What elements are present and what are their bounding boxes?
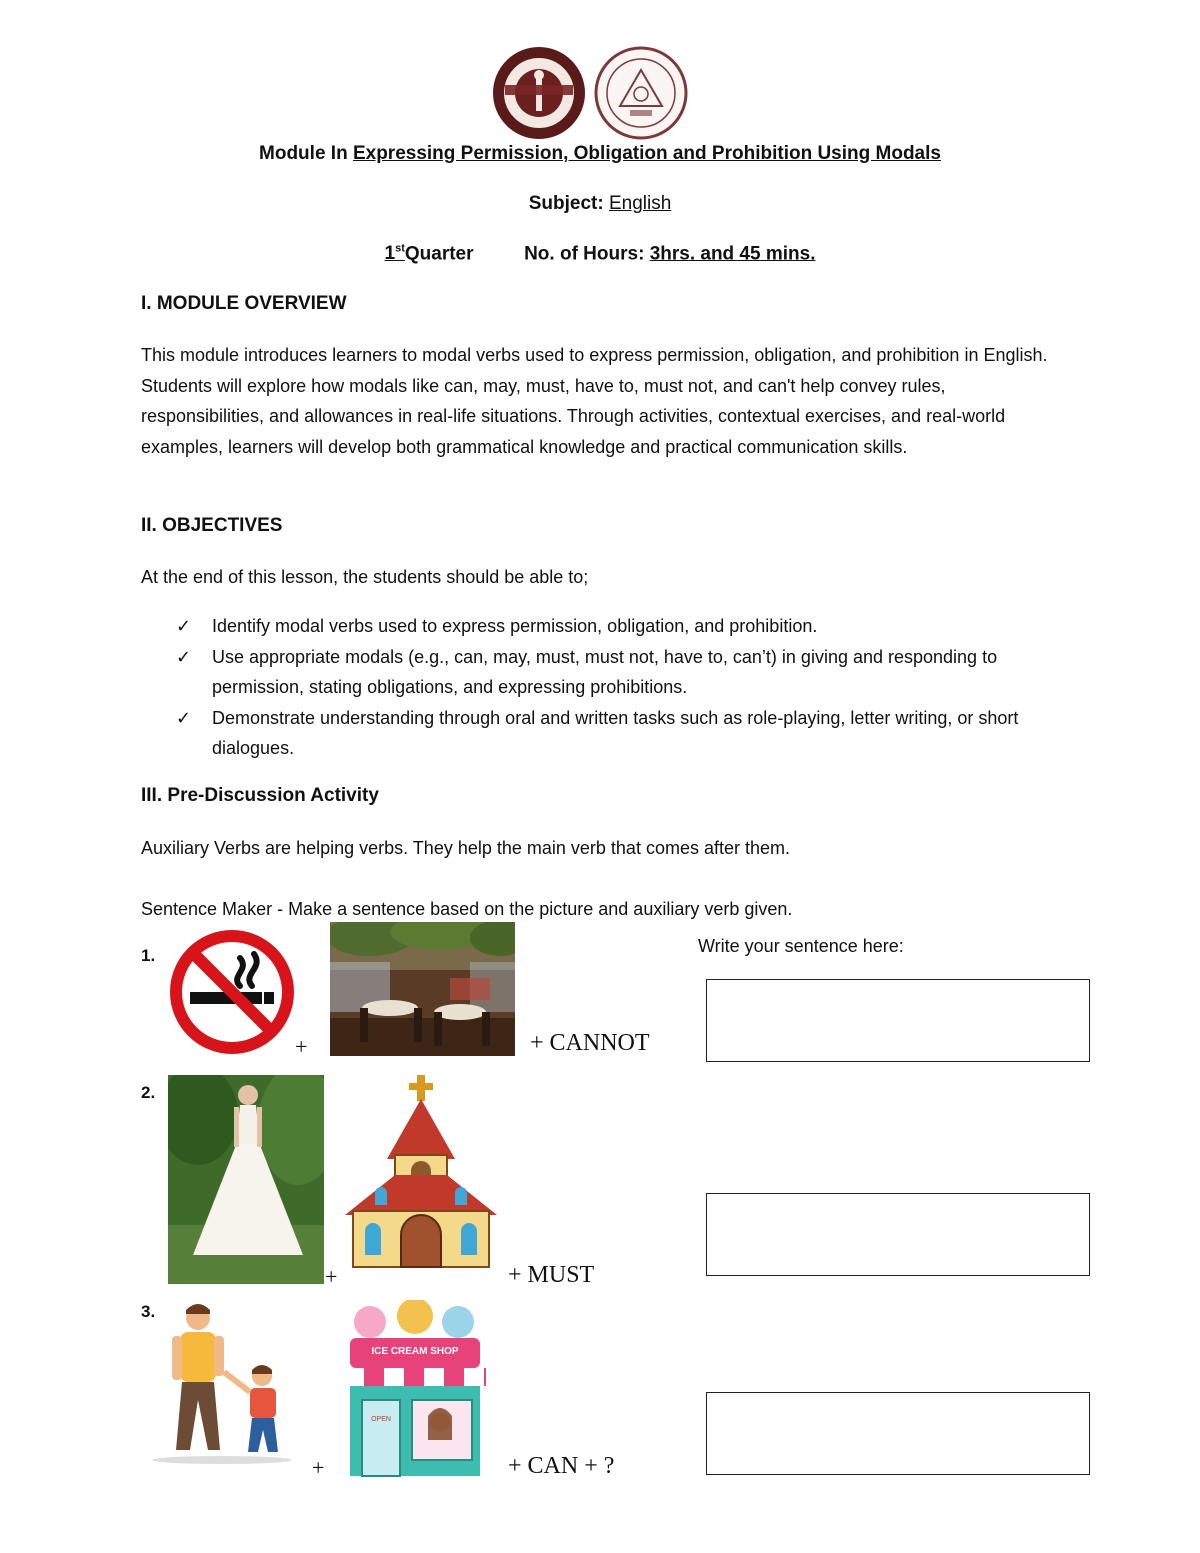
school-seal-right: [594, 46, 688, 140]
subject-line: [0, 193, 1200, 215]
no-smoking-icon: [168, 928, 296, 1056]
ice-cream-shop-icon: [340, 1300, 490, 1480]
write-label: Write your sentence here:: [698, 936, 904, 956]
wedding-dress-photo: [168, 1075, 324, 1284]
hours-label: No. of Hours:: [524, 243, 645, 265]
objectives-heading: II. OBJECTIVES: [141, 515, 283, 536]
quarter-label: Quarter: [404, 243, 474, 265]
checkmark-icon: ✓: [176, 646, 192, 667]
checkmark-icon: ✓: [176, 616, 192, 636]
item-number: 3.: [141, 1302, 156, 1321]
module-title: [0, 143, 1200, 165]
father-and-son-icon: [150, 1300, 295, 1465]
church-icon: [345, 1075, 497, 1270]
modal-label: + CAN + ?: [508, 1453, 615, 1479]
answer-box-1[interactable]: [706, 979, 1090, 1062]
modal-label: + CANNOT: [530, 1030, 650, 1056]
subject-label: Subject:: [528, 193, 604, 214]
title-prefix: Module In: [259, 143, 353, 164]
shop-door-sign: OPEN: [371, 1416, 391, 1423]
list-item: ✓ Demonstrate understanding through oral and written tasks such as role-playing, letter writing, or short dialogues.: [176, 703, 1066, 764]
activity-instruction: Sentence Maker - Make a sentence based on the picture and auxiliary verb given.: [141, 899, 793, 919]
plus-sign: +: [312, 1455, 325, 1480]
modal-label: + MUST: [508, 1262, 595, 1288]
auxiliary-note: Auxiliary Verbs are helping verbs. They help the main verb that comes after them.: [141, 838, 790, 858]
overview-text: This module introduces learners to modal verbs used to express permission, obligation, and prohibition in English. Students will explore how modals like can, may, must, have to, must not, and can't help convey rules, responsibilities, and allowances in real-life situations. Through activities, contextual exercises, and real-world examples, learners will develop both grammatical knowledge and practical communication skills.: [141, 345, 1048, 457]
answer-box-2[interactable]: [706, 1193, 1090, 1276]
item-number: 2.: [141, 1083, 156, 1102]
subject-value: English: [608, 193, 672, 214]
item-number: 1.: [141, 946, 156, 965]
objectives-intro: At the end of this lesson, the students should be able to;: [141, 567, 589, 587]
quarter-line: [0, 243, 1200, 265]
list-item: ✓ Identify modal verbs used to express permission, obligation, and prohibition.: [176, 611, 1066, 642]
pre-discussion-heading: III. Pre-Discussion Activity: [141, 785, 379, 806]
plus-sign: +: [295, 1034, 308, 1059]
objectives-list: [176, 611, 1066, 764]
quarter-number: 1st: [384, 243, 405, 265]
hours-value: 3hrs. and 45 mins.: [649, 243, 816, 265]
answer-box-3[interactable]: [706, 1392, 1090, 1475]
restaurant-photo: [330, 922, 515, 1056]
school-seal-left: [491, 45, 587, 141]
title-topic: Expressing Permission, Obligation and Prohibition Using Modals: [352, 143, 941, 164]
plus-sign: +: [325, 1264, 338, 1289]
shop-sign: ICE CREAM SHOP: [371, 1346, 459, 1357]
overview-heading: I. MODULE OVERVIEW: [141, 293, 347, 314]
checkmark-icon: ✓: [176, 707, 192, 728]
list-item: ✓ Use appropriate modals (e.g., can, may, must, must not, have to, can’t) in giving and responding to permission, stating obligations, and expressing prohibitions.: [176, 642, 1066, 703]
